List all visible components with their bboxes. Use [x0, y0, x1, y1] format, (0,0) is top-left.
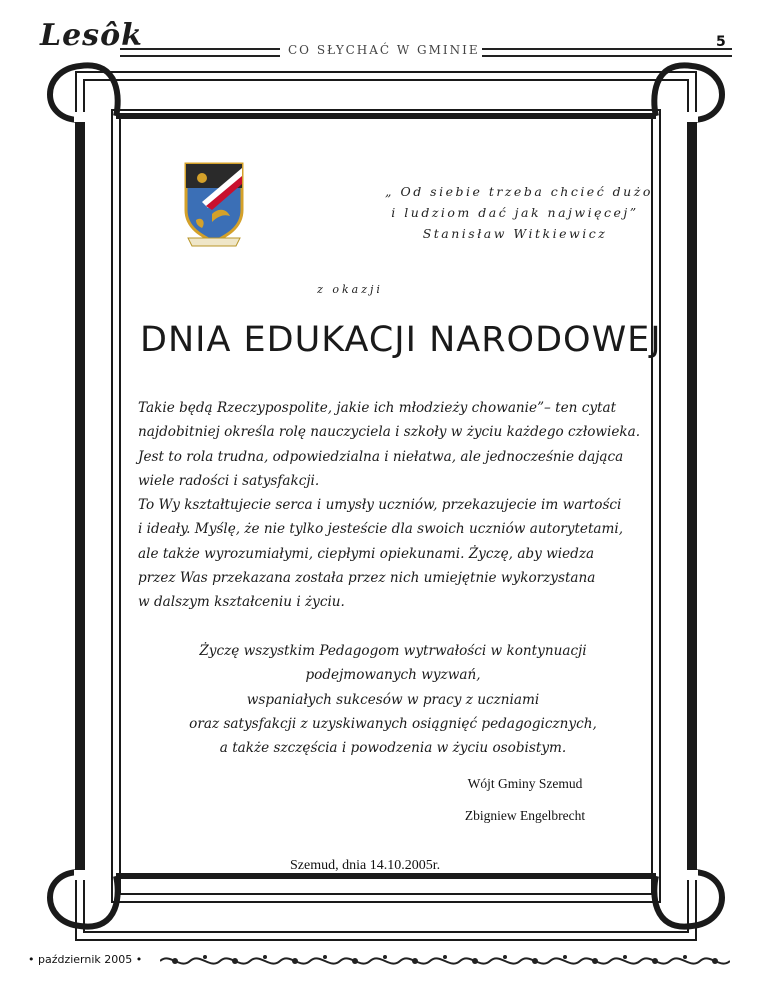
- wishes-line: podejmowanych wyzwań,: [305, 667, 481, 684]
- signatory-title: Wójt Gminy Szemud: [467, 776, 583, 791]
- wishes-line: oraz satysfakcji z uzyskiwanych osiągnięć pedagogicznych,: [189, 715, 597, 732]
- body-line: i ideały. Myślę, że nie tylko jesteście dla swoich uczniów autorytetami,: [138, 521, 624, 538]
- headline: DNIA EDUKACJI NARODOWEJ: [140, 320, 662, 360]
- body-line: najdobitniej określa rolę nauczyciela i szkoły w życiu każdego człowieka.: [138, 424, 641, 441]
- body-line: ale także wyrozumiałymi, ciepłymi opiekunami. Życzę, aby wiedza: [138, 545, 595, 562]
- body-line: wiele radości i satysfakcji.: [138, 472, 320, 489]
- footer-date: • październik 2005 •: [28, 953, 143, 966]
- signatory-name: Zbigniew Engelbrecht: [464, 808, 586, 823]
- gmina-crest-emblem: [182, 158, 246, 248]
- wishes-line: Życzę wszystkim Pedagogom wytrwałości w kontynuacji: [199, 643, 587, 659]
- floral-border-ornament: [160, 952, 730, 970]
- quote-line: i ludziom dać jak najwięcej”: [391, 205, 639, 220]
- motto-quote: [385, 181, 653, 244]
- wishes-line: wspaniałych sukcesów w pracy z uczniami: [246, 691, 540, 708]
- section-title: CO SŁYCHAĆ W GMINIE: [288, 43, 480, 57]
- body-line: Takie będą Rzeczypospolite, jakie ich młodzieży chowanie”– ten cytat: [138, 400, 617, 416]
- place-date: Szemud, dnia 14.10.2005r.: [290, 858, 441, 873]
- masthead-logo: Lesôk: [40, 18, 143, 53]
- page-number: 5: [716, 34, 726, 50]
- quote-author: Stanisław Witkiewicz: [422, 226, 608, 241]
- quote-line: „ Od siebie trzeba chcieć dużo: [385, 184, 653, 199]
- body-line: przez Was przekazana została przez nich umiejętnie wykorzystana: [138, 570, 596, 587]
- occasion-text: z okazji: [317, 283, 383, 296]
- wishes-paragraph: [148, 639, 638, 760]
- body-line: w dalszym kształceniu i życiu.: [138, 594, 345, 611]
- body-line: To Wy kształtujecie serca i umysły uczniów, przekazujecie im wartości: [138, 497, 622, 514]
- body-line: Jest to rola trudna, odpowiedzialna i niełatwa, ale jednocześnie dająca: [138, 448, 624, 465]
- wishes-line: a także szczęścia i powodzenia w życiu osobistym.: [219, 740, 567, 757]
- greeting-body: [138, 396, 641, 615]
